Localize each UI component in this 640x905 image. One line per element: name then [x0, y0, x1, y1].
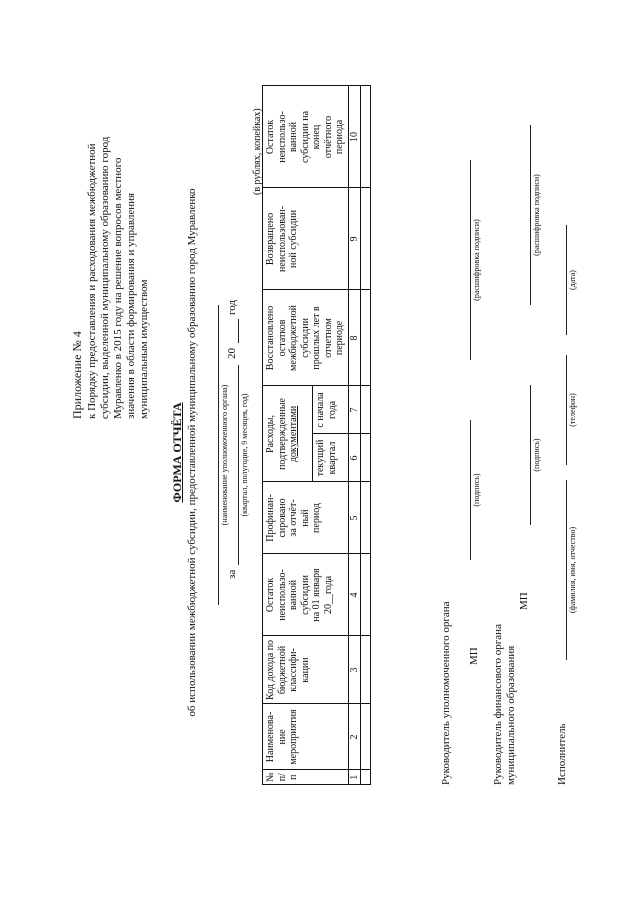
annex-line: Муравленко в 2015 году на решение вопросов местного: [112, 157, 124, 419]
period-year-line: [238, 319, 239, 343]
organ-caption: (наименование уполномоченного органа): [220, 384, 229, 526]
header-cell-number: № п/п: [263, 770, 349, 785]
header-cell-current-quarter: текущий квартал: [313, 434, 348, 482]
period-year-prefix: 20: [226, 348, 238, 359]
period-prefix: за: [226, 569, 238, 579]
decoding-line: [470, 160, 471, 360]
header-cell-returned: Возвращено неиспользован- ной субсидии: [263, 188, 349, 290]
decoding-caption: (расшифровка подписи): [532, 174, 541, 256]
header-cell-restored: Восстановлено остатков межбюджетной субсидии прошлых лет в отчетном периоде: [263, 290, 349, 386]
header-cell-end-balance: Остаток неиспользо- ванной субсидии на конец отчётного периода: [263, 86, 349, 188]
column-number: 7: [348, 386, 361, 434]
units-note: (в рублях, копейках): [252, 108, 263, 195]
column-number: 4: [348, 554, 361, 636]
column-number: 3: [348, 636, 361, 704]
column-number: 2: [348, 704, 361, 770]
period-caption: (квартал, полугодие, 9 месяцев, год): [240, 393, 249, 517]
header-cell-event: Наименова-ние мероприятия: [263, 704, 349, 770]
name-caption: (фамилия, имя, отчество): [568, 526, 577, 614]
table-number-row: [348, 86, 361, 785]
header-cell-from-year-start: с начала года: [313, 386, 348, 434]
signature-line: [470, 420, 471, 560]
annex-line: значения в области формирования и управления: [125, 192, 137, 419]
annex-line: к Порядку предоставления и расходования межбюджетной: [86, 143, 98, 419]
header-cell-financed: Профинан- сировано за отчёт- ный период: [263, 482, 349, 554]
column-number: 9: [348, 188, 361, 290]
period-line: [238, 365, 239, 565]
phone-line: [566, 355, 567, 465]
column-number: 10: [348, 86, 361, 188]
decoding-caption: (расшифровка подписи): [472, 219, 481, 301]
date-caption: (дата): [568, 270, 577, 290]
mp-stamp-label: МП: [468, 647, 480, 665]
annex-title: Приложение № 4: [70, 331, 84, 419]
date-line: [566, 225, 567, 335]
executor-label: Исполнитель: [556, 723, 568, 785]
column-number: 8: [348, 290, 361, 386]
signature-caption: (подпись): [472, 473, 481, 507]
mp-stamp-label: МП: [518, 592, 530, 610]
head-finance-label: Руководитель финансового органа муниципального образования: [492, 624, 517, 785]
header-cell-expenses: Расходы, подтвержденные документами: [263, 386, 313, 482]
signature-line: [530, 385, 531, 525]
name-line: [566, 480, 567, 660]
table-header-row: [263, 86, 313, 785]
report-table: [262, 85, 371, 785]
organ-name-line: [218, 305, 219, 605]
annex-text: [86, 137, 151, 419]
header-cell-income-code: Код дохода по бюджетной классифи-кации: [263, 636, 349, 704]
form-title: ФОРМА ОТЧЁТА: [170, 402, 184, 503]
column-number: 6: [348, 434, 361, 482]
form-subtitle: об использовании межбюджетной субсидии, предоставленной муниципальному образованию город Муравленко: [186, 188, 198, 717]
decoding-line: [530, 125, 531, 305]
head-authorized-label: Руководитель уполномоченного органа: [440, 601, 452, 785]
phone-caption: (телефон): [568, 393, 577, 427]
column-number: 5: [348, 482, 361, 554]
column-number: 1: [348, 770, 361, 785]
signature-caption: (подпись): [532, 438, 541, 472]
annex-line: муниципальным имуществом: [138, 279, 150, 419]
header-cell-start-balance: Остаток неиспользо- ванной субсидии на 01 января 20__года: [263, 554, 349, 636]
table-row: [361, 86, 371, 785]
period-year-suffix: год: [226, 299, 238, 315]
annex-line: субсидии, выделенной муниципальному образованию город: [99, 136, 111, 419]
